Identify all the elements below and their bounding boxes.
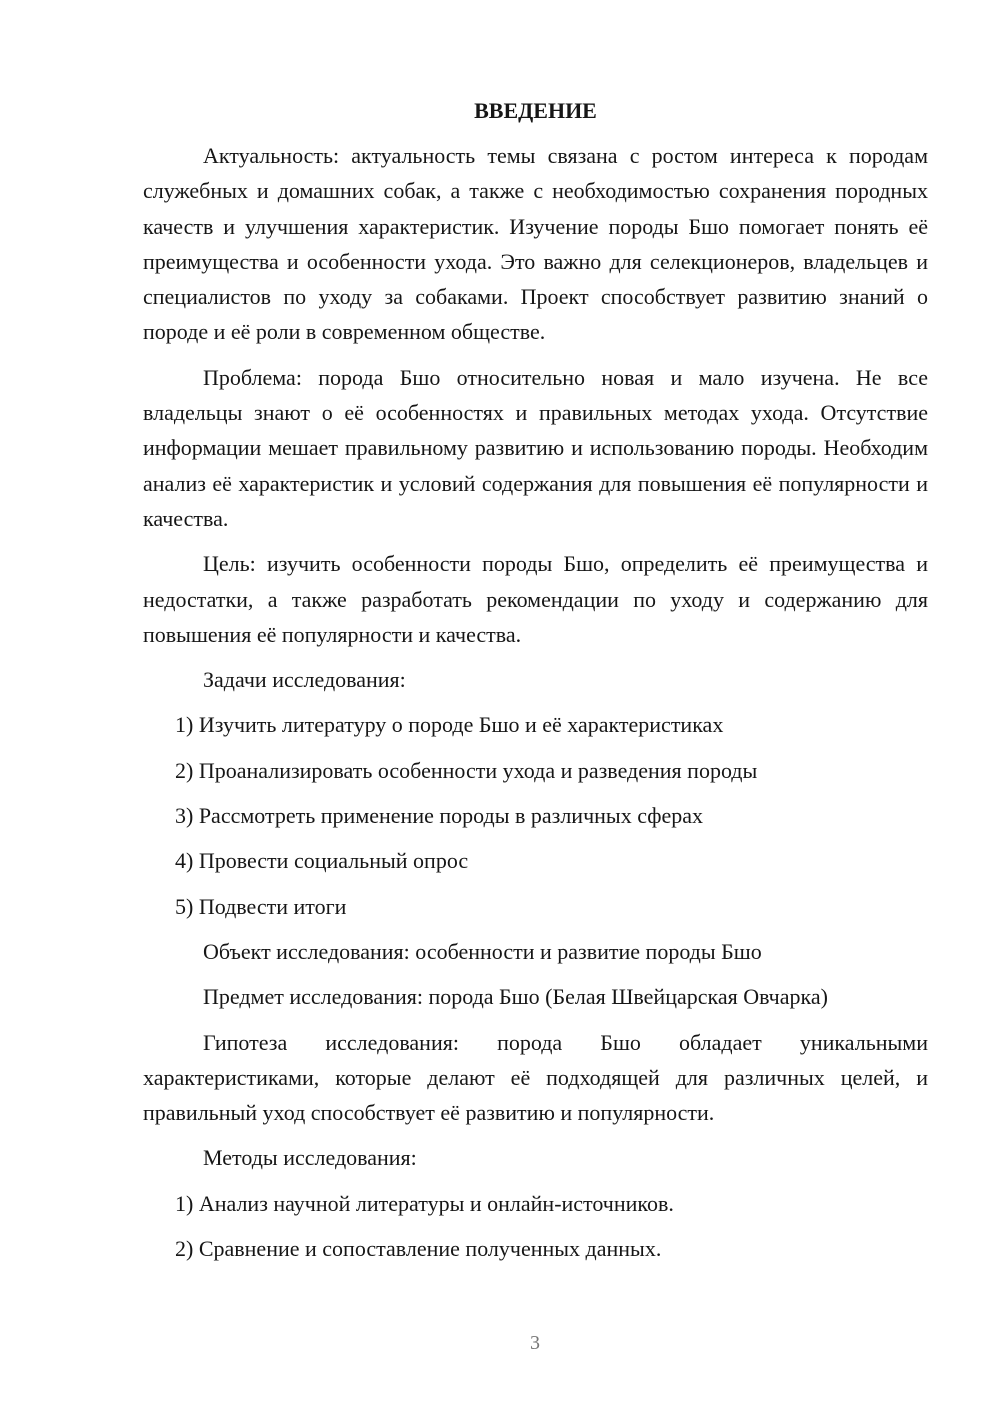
page-content: [143, 98, 928, 1276]
task-item: 3) Рассмотреть применение породы в различных сферах: [175, 803, 704, 829]
object-line: Объект исследования: особенности и развитие породы Бшо: [203, 938, 762, 964]
methods-list: [143, 1186, 928, 1267]
subject-line: Предмет исследования: порода Бшо (Белая Швейцарская Овчарка): [203, 984, 828, 1010]
goal-paragraph: Цель: изучить особенности породы Бшо, определить её преимущества и недостатки, а также разработать рекомендации по уходу и содержанию для повышения её популярности и качества.: [143, 551, 928, 647]
methods-heading: Методы исследования:: [203, 1145, 417, 1171]
task-item: 4) Провести социальный опрос: [175, 848, 469, 874]
page-title: ВВЕДЕНИЕ: [474, 98, 597, 123]
method-item: 1) Анализ научной литературы и онлайн-источников.: [175, 1190, 674, 1216]
task-item: 2) Проанализировать особенности ухода и разведения породы: [175, 757, 758, 783]
tasks-list: [143, 707, 928, 923]
relevance-paragraph: Актуальность: актуальность темы связана с ростом интереса к породам служебных и домашних собак, а также с необходимостью сохранения породных качеств и улучшения характеристик. Изучение породы Бшо помогает понять её преимущества и особенности ухода. Это важно для селекционеров, владельцев и специалистов по уходу за собаками. Проект способствует развитию знаний о породе и её роли в современном обществе.: [143, 143, 928, 345]
hypothesis-paragraph: Гипотеза исследования: порода Бшо обладает уникальными характеристиками, которые делают её подходящей для различных целей, и правильный уход способствует её развитию и популярности.: [143, 1029, 928, 1126]
task-item: 5) Подвести итоги: [175, 893, 347, 919]
task-item: 1) Изучить литературу о породе Бшо и её характеристиках: [175, 712, 724, 738]
problem-paragraph: Проблема: порода Бшо относительно новая и мало изучена. Не все владельцы знают о её особенностях и правильных методах ухода. Отсутствие информации мешает правильному развитию и использованию породы. Необходим анализ её характеристик и условий содержания для повышения её популярности и качества.: [143, 364, 928, 531]
tasks-heading: Задачи исследования:: [203, 667, 406, 693]
method-item: 2) Сравнение и сопоставление полученных данных.: [175, 1236, 662, 1262]
page-number: 3: [530, 1332, 540, 1354]
